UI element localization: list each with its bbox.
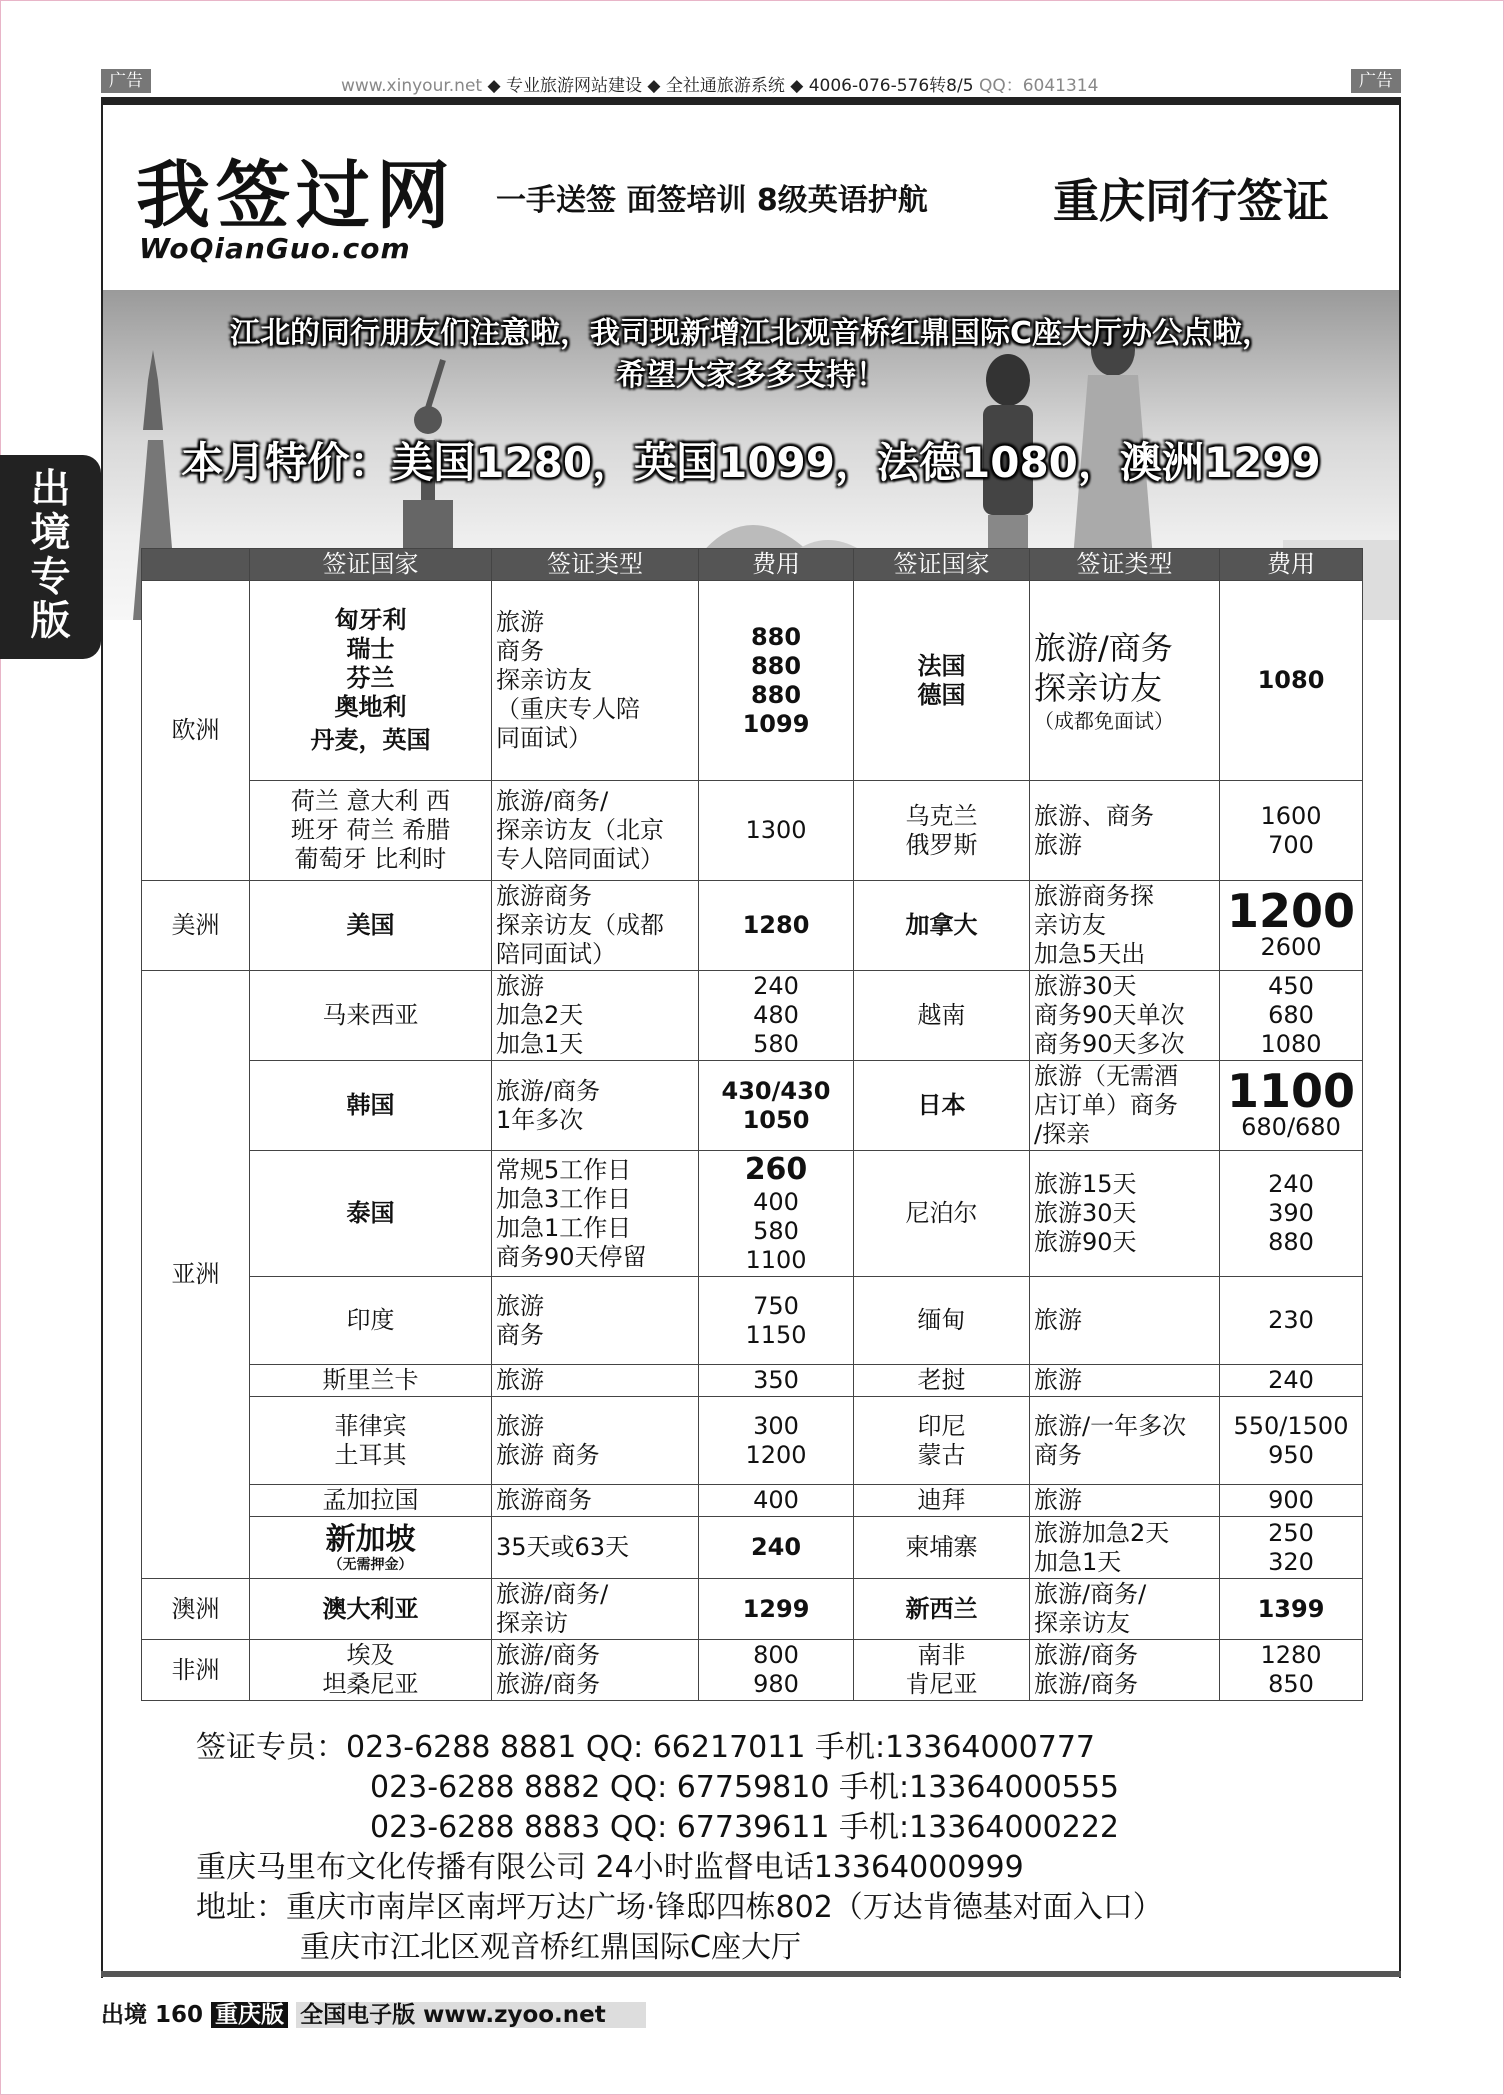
- visa-type-cell: 旅游 商务 探亲访友 （重庆专人陪 同面试）: [492, 581, 699, 781]
- table-row: [142, 1397, 1363, 1485]
- country-cell: 新加坡 （无需押金）: [250, 1517, 492, 1579]
- country-cell: 尼泊尔: [854, 1151, 1030, 1277]
- region-africa: 非洲: [142, 1640, 250, 1701]
- fee-cell: 240: [1220, 1365, 1363, 1397]
- visa-type-cell: 旅游: [1030, 1485, 1220, 1517]
- country-cell: 埃及 坦桑尼亚: [250, 1640, 492, 1701]
- visa-type-cell: 旅游、商务 旅游: [1030, 781, 1220, 881]
- bottom-rule: [101, 1971, 1401, 1977]
- visa-type-cell: 旅游/一年多次 商务: [1030, 1397, 1220, 1485]
- country-cell: 斯里兰卡: [250, 1365, 492, 1397]
- visa-type-cell: 旅游商务: [492, 1485, 699, 1517]
- side-tab-char: 出: [30, 466, 71, 512]
- fee-cell: 1399: [1220, 1579, 1363, 1640]
- region-asia: 亚洲: [142, 971, 250, 1579]
- country-cell: 孟加拉国: [250, 1485, 492, 1517]
- country-cell: 加拿大: [854, 881, 1030, 971]
- country-cell: 新西兰: [854, 1579, 1030, 1640]
- visa-type-cell: 35天或63天: [492, 1517, 699, 1579]
- fee-cell: 1280: [699, 881, 854, 971]
- table-row: [142, 1579, 1363, 1640]
- banner-notice-line2: 希望大家多多支持！: [616, 358, 886, 393]
- country-cell: 美国: [250, 881, 492, 971]
- company-line: 重庆马里布文化传播有限公司 24小时监督电话13364000999: [196, 1850, 1024, 1885]
- fee-cell: 240 480 580: [699, 971, 854, 1061]
- table-row: [142, 1485, 1363, 1517]
- country-cell: 迪拜: [854, 1485, 1030, 1517]
- section-side-tab: [0, 455, 101, 659]
- top-ad-bar: [101, 67, 1401, 95]
- visa-type-cell: 旅游: [1030, 1277, 1220, 1365]
- table-row: [142, 971, 1363, 1061]
- ad-site[interactable]: www.xinyour.net: [341, 76, 483, 96]
- visa-type-cell: 旅游30天 商务90天单次 商务90天多次: [1030, 971, 1220, 1061]
- country-cell: 马来西亚: [250, 971, 492, 1061]
- fee-cell: 450 680 1080: [1220, 971, 1363, 1061]
- table-row: [142, 881, 1363, 971]
- country-cell: 泰国: [250, 1151, 492, 1277]
- side-tab-char: 境: [30, 510, 71, 556]
- col-header: 签证国家: [854, 549, 1030, 581]
- col-header: 费用: [1220, 549, 1363, 581]
- ad-label-right: 广告: [1351, 69, 1401, 93]
- fee-cell: 240 390 880: [1220, 1151, 1363, 1277]
- brand-slogan: 一手送签 面签培训 8级英语护航: [496, 183, 928, 218]
- country-cell: 南非 肯尼亚: [854, 1640, 1030, 1701]
- fee-cell: 900: [1220, 1485, 1363, 1517]
- top-ad-text: [341, 71, 1098, 96]
- country-cell: 菲律宾 土耳其: [250, 1397, 492, 1485]
- table-row: [142, 1277, 1363, 1365]
- region-america: 美洲: [142, 881, 250, 971]
- country-cell: 柬埔寨: [854, 1517, 1030, 1579]
- fee-cell: 1600 700: [1220, 781, 1363, 881]
- header-rule: [101, 97, 1401, 105]
- fee-cell: 1299: [699, 1579, 854, 1640]
- footer-site[interactable]: 全国电子版 www.zyoo.net: [296, 2002, 646, 2028]
- country-cell: 缅甸: [854, 1277, 1030, 1365]
- country-cell: 越南: [854, 971, 1030, 1061]
- page-title: 重庆同行签证: [1053, 174, 1329, 228]
- fee-cell: 800 980: [699, 1640, 854, 1701]
- visa-type-cell: 旅游 商务: [492, 1277, 699, 1365]
- visa-price-table: [141, 548, 1363, 1701]
- table-row: [142, 1640, 1363, 1701]
- visa-type-cell: 旅游/商务 旅游/商务: [492, 1640, 699, 1701]
- fee-cell: 300 1200: [699, 1397, 854, 1485]
- visa-type-cell: 旅游/商务 旅游/商务: [1030, 1640, 1220, 1701]
- fee-cell: 1080: [1220, 581, 1363, 781]
- fee-cell: 550/1500 950: [1220, 1397, 1363, 1485]
- fee-cell: 1280 850: [1220, 1640, 1363, 1701]
- visa-type-cell: 旅游: [1030, 1365, 1220, 1397]
- table-row: [142, 1365, 1363, 1397]
- footer-page-number: 出境 160: [101, 2002, 204, 2028]
- brand-logo-en: WoQianGuo.com: [139, 232, 411, 265]
- footer-edition: 重庆版: [211, 2002, 288, 2028]
- visa-type-cell: 旅游/商务/ 探亲访友: [1030, 1579, 1220, 1640]
- fee-cell: 260 400 580 1100: [699, 1151, 854, 1277]
- table-header-row: [142, 549, 1363, 581]
- fee-cell: 1300: [699, 781, 854, 881]
- table-row: [142, 781, 1363, 881]
- country-cell: 澳大利亚: [250, 1579, 492, 1640]
- side-tab-char: 版: [30, 598, 71, 644]
- visa-type-cell: 常规5工作日 加急3工作日 加急1工作日 商务90天停留: [492, 1151, 699, 1277]
- visa-type-cell: 旅游15天 旅游30天 旅游90天: [1030, 1151, 1220, 1277]
- address-line-2: 重庆市江北区观音桥红鼎国际C座大厅: [300, 1930, 801, 1965]
- ad-qq: QQ：6041314: [978, 76, 1099, 96]
- region-oceania: 澳洲: [142, 1579, 250, 1640]
- visa-type-cell: 旅游加急2天 加急1天: [1030, 1517, 1220, 1579]
- address-line-1: 地址：重庆市南岸区南坪万达广场·锋邸四栋802（万达肯德基对面入口）: [196, 1890, 1163, 1925]
- country-cell: 乌克兰 俄罗斯: [854, 781, 1030, 881]
- contact-line-3: 023-6288 8883 QQ: 67739611 手机:13364000222: [370, 1810, 1120, 1845]
- country-cell: 法国 德国: [854, 581, 1030, 781]
- visa-type-cell: 旅游商务探 亲访友 加急5天出: [1030, 881, 1220, 971]
- country-cell: 荷兰 意大利 西 班牙 荷兰 希腊 葡萄牙 比利时: [250, 781, 492, 881]
- monthly-special-prices: 本月特价：美国1280，英国1099，法德1080，澳洲1299: [181, 438, 1321, 487]
- table-row: [142, 1517, 1363, 1579]
- page-footer: [101, 1996, 646, 2030]
- visa-type-cell: 旅游: [492, 1365, 699, 1397]
- table-row: [142, 1151, 1363, 1277]
- col-header: 费用: [699, 549, 854, 581]
- country-cell: 老挝: [854, 1365, 1030, 1397]
- visa-type-cell: 旅游商务 探亲访友（成都 陪同面试）: [492, 881, 699, 971]
- fee-cell: 430/430 1050: [699, 1061, 854, 1151]
- col-header: 签证类型: [1030, 549, 1220, 581]
- visa-type-cell: 旅游（无需酒 店订单）商务 /探亲: [1030, 1061, 1220, 1151]
- region-europe: 欧洲: [142, 581, 250, 881]
- visa-type-cell: 旅游/商务 1年多次: [492, 1061, 699, 1151]
- visa-type-cell: 旅游 旅游 商务: [492, 1397, 699, 1485]
- fee-cell: 250 320: [1220, 1517, 1363, 1579]
- fee-cell: 1200 2600: [1220, 881, 1363, 971]
- country-cell: 匈牙利 瑞士 芬兰 奥地利 丹麦，英国: [250, 581, 492, 781]
- fee-cell: 350: [699, 1365, 854, 1397]
- fee-cell: 400: [699, 1485, 854, 1517]
- country-cell: 印度: [250, 1277, 492, 1365]
- fee-cell: 1100 680/680: [1220, 1061, 1363, 1151]
- visa-type-cell: 旅游 加急2天 加急1天: [492, 971, 699, 1061]
- fee-cell: 230: [1220, 1277, 1363, 1365]
- table-row: [142, 1061, 1363, 1151]
- brand-logo-cn: 我签过网: [136, 153, 456, 239]
- country-cell: 印尼 蒙古: [854, 1397, 1030, 1485]
- ad-tagline: ◆ 专业旅游网站建设 ◆ 全社通旅游系统 ◆ 4006-076-576转8/5: [487, 76, 974, 96]
- country-cell: 韩国: [250, 1061, 492, 1151]
- col-header: 签证国家: [250, 549, 492, 581]
- visa-type-cell: 旅游/商务 探亲访友 （成都免面试）: [1030, 581, 1220, 781]
- visa-type-cell: 旅游/商务/ 探亲访: [492, 1579, 699, 1640]
- fee-cell: 750 1150: [699, 1277, 854, 1365]
- banner-notice-line1: 江北的同行朋友们注意啦，我司现新增江北观音桥红鼎国际C座大厅办公点啦，: [229, 316, 1272, 351]
- fee-cell: 240: [699, 1517, 854, 1579]
- ad-label-left: 广告: [101, 69, 151, 93]
- col-header: 签证类型: [492, 549, 699, 581]
- contact-line-2: 023-6288 8882 QQ: 67759810 手机:13364000555: [370, 1770, 1120, 1805]
- country-cell: 日本: [854, 1061, 1030, 1151]
- visa-type-cell: 旅游/商务/ 探亲访友（北京 专人陪同面试）: [492, 781, 699, 881]
- side-tab-char: 专: [30, 554, 71, 600]
- table-row: [142, 581, 1363, 781]
- contact-line-1: 签证专员：023-6288 8881 QQ: 66217011 手机:13364000777: [196, 1730, 1096, 1765]
- fee-cell: 880 880 880 1099: [699, 581, 854, 781]
